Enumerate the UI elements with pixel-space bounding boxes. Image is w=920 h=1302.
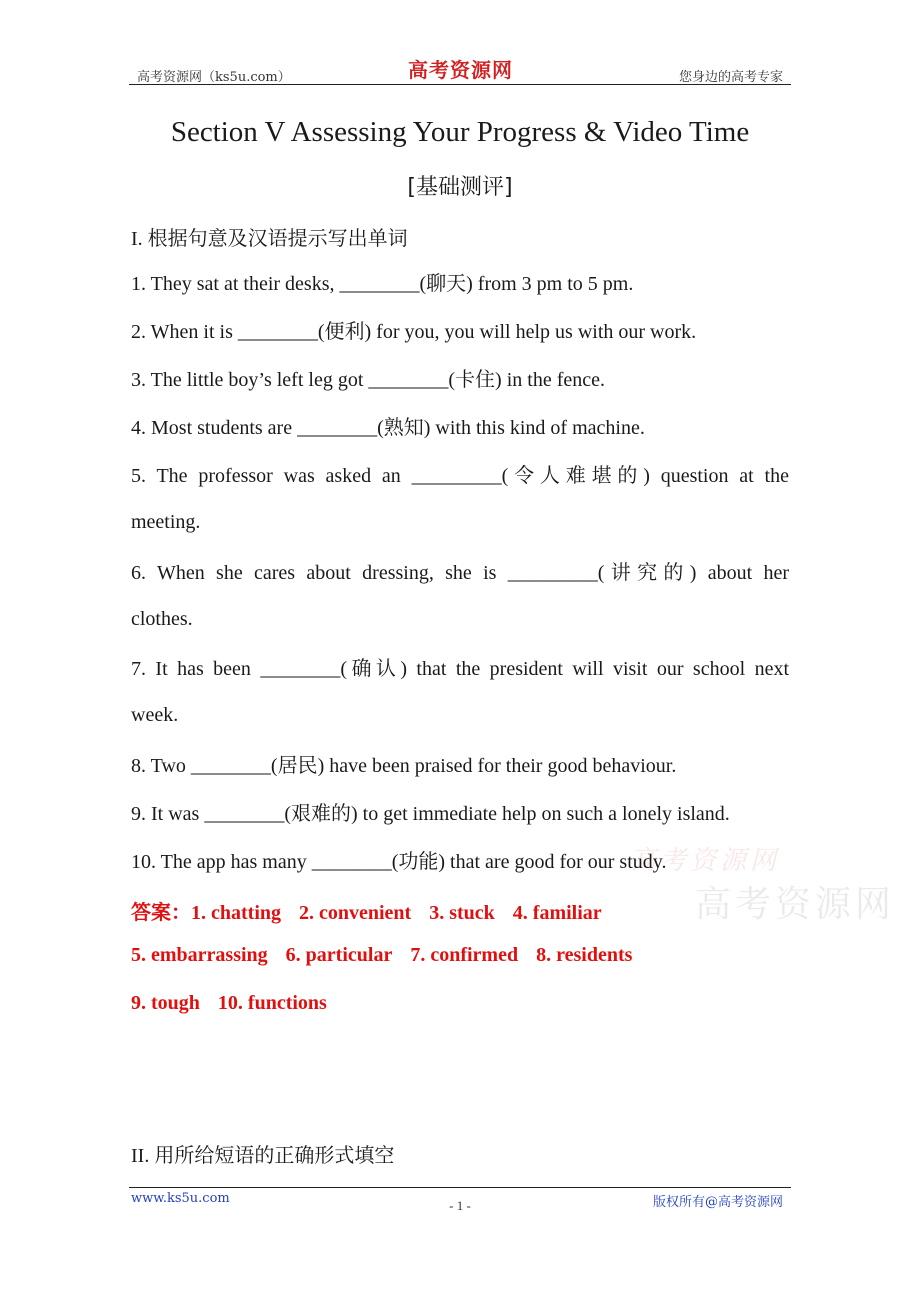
header-logo: 高考资源网 xyxy=(408,58,513,82)
answer-item: 7. confirmed xyxy=(410,944,519,966)
answer-item: 4. familiar xyxy=(512,902,602,924)
page-title: Section V Assessing Your Progress & Video Time xyxy=(170,116,750,148)
answer-item: 3. stuck xyxy=(429,902,495,924)
question-text: ) about her xyxy=(689,562,789,584)
section-1-heading xyxy=(131,222,408,251)
question-text: ) have been praised for their good behaviour. xyxy=(317,755,677,777)
section-2-number: II. xyxy=(131,1145,150,1167)
answer-item: 5. embarrassing xyxy=(131,944,268,966)
footer-website-link[interactable]: www.ks5u.com xyxy=(131,1191,230,1206)
answer-item: 8. residents xyxy=(536,944,633,966)
answer-label: 答案： xyxy=(131,900,191,924)
question-hint: 功能 xyxy=(398,849,439,873)
question-hint: 艰难的 xyxy=(290,801,351,825)
header-site-name: 高考资源网（ks5u.com） xyxy=(137,70,291,85)
question-9 xyxy=(131,789,789,838)
question-text: 4. Most students are ________( xyxy=(131,417,384,439)
question-text: ) that are good for our study. xyxy=(438,851,667,873)
question-7 xyxy=(131,644,789,693)
question-text: ) from 3 pm to 5 pm. xyxy=(466,273,634,295)
header-divider xyxy=(129,84,791,85)
question-10 xyxy=(131,837,789,886)
answer-line-3 xyxy=(131,992,327,1015)
question-text: 5. The professor was asked an _________( xyxy=(131,465,509,487)
page-subtitle: [基础测评] xyxy=(407,175,513,200)
question-3 xyxy=(131,355,789,404)
question-5 xyxy=(131,451,789,500)
watermark-bottom: 高考资源网 xyxy=(695,884,896,925)
answer-item: 2. convenient xyxy=(299,902,412,924)
question-hint: 卡住 xyxy=(455,367,496,391)
question-text: 7. It has been ________( xyxy=(131,658,348,680)
question-text: 8. Two ________( xyxy=(131,755,278,777)
question-text: ) with this kind of machine. xyxy=(423,417,645,439)
header-slogan: 您身边的高考专家 xyxy=(678,70,783,85)
answer-item: 1. chatting xyxy=(191,902,281,924)
question-text: ) question at the xyxy=(643,465,789,487)
question-text: ) in the fence. xyxy=(495,369,605,391)
question-text: 2. When it is ________( xyxy=(131,321,325,343)
question-text: 9. It was ________( xyxy=(131,803,291,825)
question-4 xyxy=(131,403,789,452)
section-2-title: 用所给短语的正确形式填空 xyxy=(154,1143,395,1167)
question-text: 3. The little boy’s left leg got ________( xyxy=(131,369,456,391)
question-hint: 便利 xyxy=(324,319,365,343)
question-hint: 聊天 xyxy=(426,271,467,295)
question-text: 1. They sat at their desks, ________( xyxy=(131,273,427,295)
page-number: - 1 - xyxy=(449,1198,471,1213)
question-7-continued: week. xyxy=(131,704,179,726)
question-hint: 熟知 xyxy=(383,415,424,439)
question-2 xyxy=(131,307,789,356)
watermark-top: 高考资源网 xyxy=(630,846,781,876)
footer-copyright: 版权所有@高考资源网 xyxy=(652,1195,783,1210)
question-1 xyxy=(131,259,789,308)
answer-line-2 xyxy=(131,944,632,967)
question-hint: 居民 xyxy=(277,753,318,777)
answer-item: 9. tough xyxy=(131,992,200,1014)
question-8 xyxy=(131,741,789,790)
question-text: 10. The app has many ________( xyxy=(131,851,399,873)
answer-line-1 xyxy=(131,896,602,925)
footer-divider xyxy=(129,1187,791,1188)
question-text: ) to get immediate help on such a lonely island. xyxy=(350,803,730,825)
question-text: ) for you, you will help us with our work. xyxy=(364,321,697,343)
section-2-heading xyxy=(131,1139,394,1168)
answer-item: 6. particular xyxy=(285,944,393,966)
section-1-title: 根据句意及汉语提示写出单词 xyxy=(147,226,408,250)
question-6-continued: clothes. xyxy=(131,608,193,630)
section-1-number: I. xyxy=(131,228,143,250)
question-hint: 确认 xyxy=(347,656,401,680)
question-6 xyxy=(131,548,789,597)
answer-item: 10. functions xyxy=(217,992,327,1014)
question-hint: 令人难堪的 xyxy=(508,463,644,487)
question-text: 6. When she cares about dressing, she is _________( xyxy=(131,562,605,584)
question-hint: 讲究的 xyxy=(604,560,690,584)
question-text: ) that the president will visit our school next xyxy=(400,658,790,680)
question-5-continued: meeting. xyxy=(131,511,201,533)
